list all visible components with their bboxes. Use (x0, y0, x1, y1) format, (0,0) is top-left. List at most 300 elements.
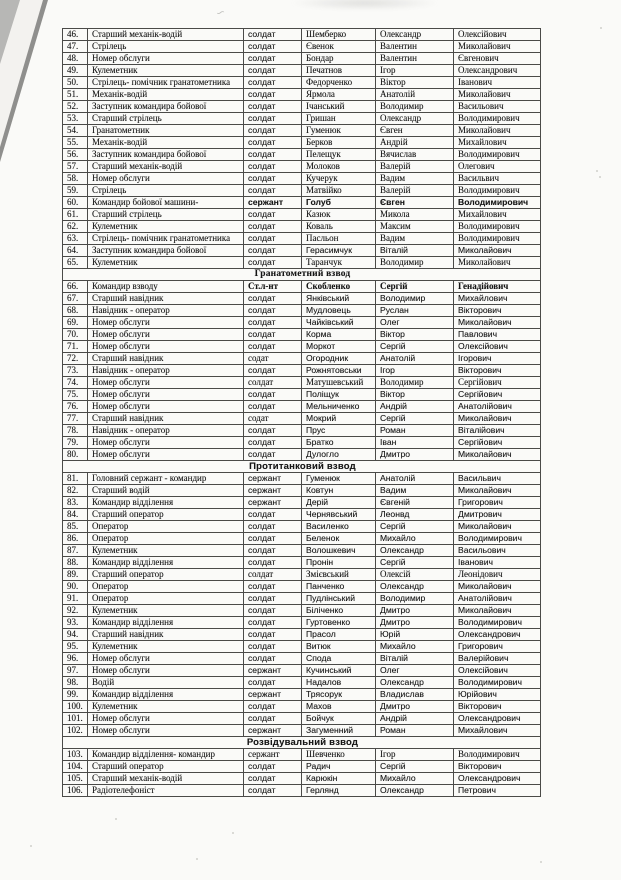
cell-first-name: Михайло (376, 533, 454, 545)
table-row (63, 41, 541, 53)
cell-first-name: Олександр (376, 581, 454, 593)
cell-surname: Матушевський (302, 377, 376, 389)
table-row (63, 377, 541, 389)
cell-number: 80. (63, 449, 88, 461)
cell-rank: солдат (244, 677, 302, 689)
cell-patronymic: Васильович (454, 545, 541, 557)
cell-number: 62. (63, 221, 88, 233)
cell-position: Старший оператор (88, 509, 244, 521)
cell-first-name: Сергій (376, 761, 454, 773)
cell-number: 89. (63, 569, 88, 581)
cell-position: Заступник командира бойової (88, 245, 244, 257)
cell-first-name: Андрій (376, 137, 454, 149)
scan-speck (232, 832, 234, 834)
cell-surname: Рожнятовськи (302, 365, 376, 377)
cell-rank: солдат (244, 77, 302, 89)
scan-speck (596, 170, 598, 172)
cell-number: 105. (63, 773, 88, 785)
cell-number: 82. (63, 485, 88, 497)
cell-patronymic: Іванович (454, 77, 541, 89)
cell-rank: солдат (244, 149, 302, 161)
table-row (63, 257, 541, 269)
cell-rank: солдат (244, 101, 302, 113)
cell-position: Старший навідник (88, 629, 244, 641)
cell-first-name: Вадим (376, 233, 454, 245)
table-row (63, 593, 541, 605)
cell-patronymic: Олегович (454, 161, 541, 173)
cell-patronymic: Григорович (454, 641, 541, 653)
cell-surname: Коваль (302, 221, 376, 233)
table-row (63, 533, 541, 545)
scan-speck (196, 858, 198, 860)
cell-patronymic: Володимирович (454, 617, 541, 629)
cell-first-name: Олександр (376, 545, 454, 557)
cell-surname: Кучерук (302, 173, 376, 185)
cell-first-name: Ігор (376, 365, 454, 377)
cell-position: Старший стрілець (88, 209, 244, 221)
cell-rank: солдат (244, 209, 302, 221)
cell-first-name: Сергій (376, 557, 454, 569)
cell-first-name: Володимир (376, 377, 454, 389)
table-row (63, 545, 541, 557)
cell-position: Механік-водій (88, 89, 244, 101)
cell-surname: Волошкевич (302, 545, 376, 557)
cell-position: Командир бойової машини- (88, 197, 244, 209)
cell-rank: солдат (244, 293, 302, 305)
cell-number: 61. (63, 209, 88, 221)
cell-patronymic: Сергійович (454, 437, 541, 449)
cell-position: Номер обслуги (88, 449, 244, 461)
cell-number: 92. (63, 605, 88, 617)
cell-position: Стрілець- помічник гранатометника (88, 233, 244, 245)
cell-position: Кулеметник (88, 641, 244, 653)
cell-number: 84. (63, 509, 88, 521)
table-row (63, 161, 541, 173)
cell-rank: солдат (244, 629, 302, 641)
cell-surname: Гуменюк (302, 125, 376, 137)
cell-number: 104. (63, 761, 88, 773)
cell-surname: Гришан (302, 113, 376, 125)
cell-number: 87. (63, 545, 88, 557)
table-row (63, 353, 541, 365)
cell-position: Кулеметник (88, 257, 244, 269)
cell-first-name: Сергій (376, 413, 454, 425)
cell-surname: Мокрий (302, 413, 376, 425)
cell-patronymic: Вікторович (454, 305, 541, 317)
cell-surname: Загуменний (302, 725, 376, 737)
table-row (63, 425, 541, 437)
cell-first-name: Леонвд (376, 509, 454, 521)
cell-position: Номер обслуги (88, 377, 244, 389)
table-row (63, 569, 541, 581)
table-row (63, 77, 541, 89)
cell-number: 106. (63, 785, 88, 797)
cell-number: 100. (63, 701, 88, 713)
cell-first-name: Володимир (376, 101, 454, 113)
cell-first-name: Олександр (376, 677, 454, 689)
cell-number: 79. (63, 437, 88, 449)
cell-number: 68. (63, 305, 88, 317)
cell-number: 60. (63, 197, 88, 209)
cell-first-name: Анатолій (376, 89, 454, 101)
cell-number: 71. (63, 341, 88, 353)
cell-number: 75. (63, 389, 88, 401)
cell-number: 58. (63, 173, 88, 185)
cell-first-name: Володимир (376, 293, 454, 305)
cell-position: Радіотелефоніст (88, 785, 244, 797)
cell-rank: солдат (244, 233, 302, 245)
cell-position: Кулеметник (88, 65, 244, 77)
cell-first-name: Сергій (376, 281, 454, 293)
cell-position: Оператор (88, 521, 244, 533)
cell-rank: содат (244, 413, 302, 425)
cell-rank: солдат (244, 185, 302, 197)
cell-surname: Ковтун (302, 485, 376, 497)
cell-number: 90. (63, 581, 88, 593)
cell-number: 96. (63, 653, 88, 665)
cell-surname: Дулогло (302, 449, 376, 461)
cell-position: Водій (88, 677, 244, 689)
cell-first-name: Анатолій (376, 353, 454, 365)
cell-surname: Пудлінський (302, 593, 376, 605)
cell-first-name: Михайло (376, 641, 454, 653)
cell-number: 74. (63, 377, 88, 389)
cell-position: Номер обслуги (88, 53, 244, 65)
cell-first-name: Сергій (376, 341, 454, 353)
cell-patronymic: Михайлович (454, 209, 541, 221)
cell-surname: Шевченко (302, 749, 376, 761)
cell-patronymic: Віталійович (454, 425, 541, 437)
cell-rank: солдат (244, 257, 302, 269)
table-row (63, 749, 541, 761)
cell-surname: Моркот (302, 341, 376, 353)
cell-surname: Пронін (302, 557, 376, 569)
cell-first-name: Володимир (376, 257, 454, 269)
table-row (63, 101, 541, 113)
cell-surname: Пасльон (302, 233, 376, 245)
cell-patronymic: Миколайович (454, 257, 541, 269)
table-row (63, 233, 541, 245)
table-row (63, 509, 541, 521)
cell-patronymic: Володимирович (454, 749, 541, 761)
cell-number: 73. (63, 365, 88, 377)
cell-rank: солдат (244, 593, 302, 605)
cell-number: 59. (63, 185, 88, 197)
cell-surname: Радич (302, 761, 376, 773)
cell-patronymic: Сергійович (454, 389, 541, 401)
cell-number: 76. (63, 401, 88, 413)
section-title: Гранатометний взвод (63, 269, 541, 281)
cell-surname: Печатнов (302, 65, 376, 77)
table-row (63, 413, 541, 425)
cell-patronymic: Миколайович (454, 41, 541, 53)
cell-patronymic: Ігорович (454, 353, 541, 365)
cell-rank: содат (244, 353, 302, 365)
cell-surname: Бойчук (302, 713, 376, 725)
cell-rank: солдат (244, 713, 302, 725)
cell-patronymic: Васильвич (454, 473, 541, 485)
cell-rank: солдат (244, 329, 302, 341)
cell-position: Стрілець (88, 185, 244, 197)
table-row (63, 209, 541, 221)
table-row (63, 653, 541, 665)
cell-first-name: Валерій (376, 161, 454, 173)
cell-position: Номер обслуги (88, 401, 244, 413)
cell-rank: солдат (244, 653, 302, 665)
cell-surname: Змієвський (302, 569, 376, 581)
cell-first-name: Олександр (376, 785, 454, 797)
cell-first-name: Анатолій (376, 473, 454, 485)
cell-patronymic: Володимирович (454, 533, 541, 545)
table-row (63, 485, 541, 497)
cell-patronymic: Євгенович (454, 53, 541, 65)
cell-rank: солдат (244, 389, 302, 401)
table-row (63, 281, 541, 293)
cell-rank: сержант (244, 665, 302, 677)
cell-first-name: Дмитро (376, 449, 454, 461)
cell-position: Номер обслуги (88, 341, 244, 353)
cell-position: Номер обслуги (88, 173, 244, 185)
cell-rank: солдат (244, 425, 302, 437)
cell-surname: Казюк (302, 209, 376, 221)
table-row (63, 89, 541, 101)
cell-patronymic: Валерійович (454, 653, 541, 665)
cell-rank: солдат (244, 161, 302, 173)
cell-number: 93. (63, 617, 88, 629)
cell-first-name: Віталій (376, 653, 454, 665)
cell-patronymic: Петрович (454, 785, 541, 797)
cell-rank: солдат (244, 41, 302, 53)
cell-position: Старший навідник (88, 353, 244, 365)
cell-rank: солдат (244, 53, 302, 65)
table-row (63, 317, 541, 329)
cell-surname: Ічанський (302, 101, 376, 113)
cell-patronymic: Миколайович (454, 485, 541, 497)
cell-surname: Мудловець (302, 305, 376, 317)
cell-patronymic: Миколайович (454, 449, 541, 461)
cell-surname: Братко (302, 437, 376, 449)
cell-position: Командир відділення- командир (88, 749, 244, 761)
cell-patronymic: Олександрович (454, 713, 541, 725)
cell-first-name: Олександр (376, 29, 454, 41)
cell-number: 57. (63, 161, 88, 173)
cell-first-name: Олег (376, 665, 454, 677)
cell-rank: солдат (244, 605, 302, 617)
cell-surname: Махов (302, 701, 376, 713)
cell-rank: солдат (244, 785, 302, 797)
cell-number: 98. (63, 677, 88, 689)
cell-rank: солдат (244, 701, 302, 713)
cell-surname: Євенок (302, 41, 376, 53)
cell-patronymic: Павлович (454, 329, 541, 341)
cell-rank: сержант (244, 749, 302, 761)
cell-position: Командир взводу (88, 281, 244, 293)
cell-number: 102. (63, 725, 88, 737)
cell-surname: Василенко (302, 521, 376, 533)
cell-first-name: Віктор (376, 389, 454, 401)
cell-patronymic: Миколайович (454, 89, 541, 101)
cell-first-name: Сергій (376, 521, 454, 533)
cell-number: 88. (63, 557, 88, 569)
cell-number: 77. (63, 413, 88, 425)
cell-rank: солдат (244, 245, 302, 257)
cell-number: 47. (63, 41, 88, 53)
section-header-row (63, 461, 541, 473)
table-row (63, 173, 541, 185)
table-row (63, 761, 541, 773)
cell-patronymic: Анатолійович (454, 401, 541, 413)
scan-speck (600, 27, 602, 29)
cell-surname: Голуб (302, 197, 376, 209)
cell-rank: солдат (244, 449, 302, 461)
cell-patronymic: Володимирович (454, 113, 541, 125)
cell-number: 81. (63, 473, 88, 485)
personnel-table (62, 28, 541, 797)
cell-patronymic: Миколайович (454, 413, 541, 425)
cell-rank: сержант (244, 485, 302, 497)
cell-surname: Мельниченко (302, 401, 376, 413)
cell-rank: солдат (244, 401, 302, 413)
cell-rank: солдат (244, 341, 302, 353)
table-row (63, 293, 541, 305)
table-row (63, 125, 541, 137)
cell-rank: солдат (244, 641, 302, 653)
cell-position: Оператор (88, 593, 244, 605)
cell-patronymic: Олександрович (454, 65, 541, 77)
cell-first-name: Євген (376, 125, 454, 137)
table-row (63, 473, 541, 485)
cell-rank: сержант (244, 725, 302, 737)
table-row (63, 581, 541, 593)
cell-rank: солдат (244, 773, 302, 785)
cell-patronymic: Володимирович (454, 233, 541, 245)
cell-surname: Матвійко (302, 185, 376, 197)
cell-rank: солдат (244, 365, 302, 377)
cell-first-name: Віктор (376, 77, 454, 89)
cell-patronymic: Миколайович (454, 125, 541, 137)
cell-rank: Ст.л-нт (244, 281, 302, 293)
table-row (63, 437, 541, 449)
table-row (63, 29, 541, 41)
cell-patronymic: Володимирович (454, 185, 541, 197)
cell-patronymic: Володимирович (454, 677, 541, 689)
cell-number: 91. (63, 593, 88, 605)
scan-speck (599, 176, 601, 178)
cell-number: 94. (63, 629, 88, 641)
cell-patronymic: Миколайович (454, 317, 541, 329)
cell-position: Старший навідник (88, 413, 244, 425)
cell-surname: Огородник (302, 353, 376, 365)
cell-patronymic: Васильвич (454, 173, 541, 185)
cell-first-name: Дмитро (376, 701, 454, 713)
cell-surname: Герасимчук (302, 245, 376, 257)
cell-number: 83. (63, 497, 88, 509)
cell-position: Командир відділення (88, 557, 244, 569)
cell-first-name: Іван (376, 437, 454, 449)
cell-surname: Ярмола (302, 89, 376, 101)
cell-rank: солдат (244, 377, 302, 389)
cell-first-name: Олександр (376, 113, 454, 125)
cell-patronymic: Михайлович (454, 293, 541, 305)
cell-number: 51. (63, 89, 88, 101)
table-row (63, 305, 541, 317)
cell-position: Механік-водій (88, 137, 244, 149)
cell-position: Старший навідник (88, 293, 244, 305)
scan-speck (30, 845, 32, 847)
cell-first-name: Роман (376, 725, 454, 737)
cell-rank: солдат (244, 221, 302, 233)
table-row (63, 197, 541, 209)
cell-position: Командир відділення (88, 617, 244, 629)
cell-number: 78. (63, 425, 88, 437)
cell-patronymic: Олексійович (454, 665, 541, 677)
cell-surname: Молоков (302, 161, 376, 173)
table-row (63, 677, 541, 689)
cell-surname: Пелещук (302, 149, 376, 161)
cell-number: 99. (63, 689, 88, 701)
table-row (63, 365, 541, 377)
cell-position: Кулеметник (88, 221, 244, 233)
cell-patronymic: Миколайович (454, 521, 541, 533)
cell-surname: Янківський (302, 293, 376, 305)
cell-first-name: Юрій (376, 629, 454, 641)
cell-patronymic: Вікторович (454, 761, 541, 773)
table-row (63, 401, 541, 413)
cell-number: 70. (63, 329, 88, 341)
cell-position: Старший механік-водій (88, 161, 244, 173)
cell-surname: Шемберко (302, 29, 376, 41)
cell-position: Заступник командира бойової (88, 149, 244, 161)
table-row (63, 113, 541, 125)
cell-patronymic: Вікторович (454, 701, 541, 713)
cell-position: Навідник - оператор (88, 305, 244, 317)
cell-surname: Біліченко (302, 605, 376, 617)
cell-patronymic: Володимирович (454, 221, 541, 233)
table-row (63, 629, 541, 641)
cell-rank: солдат (244, 581, 302, 593)
cell-position: Номер обслуги (88, 725, 244, 737)
cell-first-name: Валентин (376, 41, 454, 53)
cell-surname: Чернявський (302, 509, 376, 521)
cell-number: 53. (63, 113, 88, 125)
cell-patronymic: Олександрович (454, 773, 541, 785)
cell-surname: Федорченко (302, 77, 376, 89)
cell-position: Старший оператор (88, 761, 244, 773)
cell-position: Кулеметник (88, 701, 244, 713)
cell-rank: солдат (244, 317, 302, 329)
cell-position: Номер обслуги (88, 653, 244, 665)
cell-first-name: Руслан (376, 305, 454, 317)
cell-position: Гранатометник (88, 125, 244, 137)
table-row (63, 725, 541, 737)
cell-surname: Таранчук (302, 257, 376, 269)
cell-first-name: Дмитро (376, 605, 454, 617)
cell-patronymic: Вікторович (454, 365, 541, 377)
cell-position: Старший механік-водій (88, 29, 244, 41)
cell-number: 69. (63, 317, 88, 329)
cell-position: Стрілець- помічник гранатометника (88, 77, 244, 89)
cell-position: Заступник командира бойової (88, 101, 244, 113)
section-header-row (63, 269, 541, 281)
cell-number: 54. (63, 125, 88, 137)
cell-surname: Витюк (302, 641, 376, 653)
cell-first-name: Олексій (376, 569, 454, 581)
table-row (63, 329, 541, 341)
cell-rank: солдат (244, 305, 302, 317)
table-row (63, 341, 541, 353)
cell-surname: Гуменюк (302, 473, 376, 485)
personnel-table-body (63, 29, 541, 797)
